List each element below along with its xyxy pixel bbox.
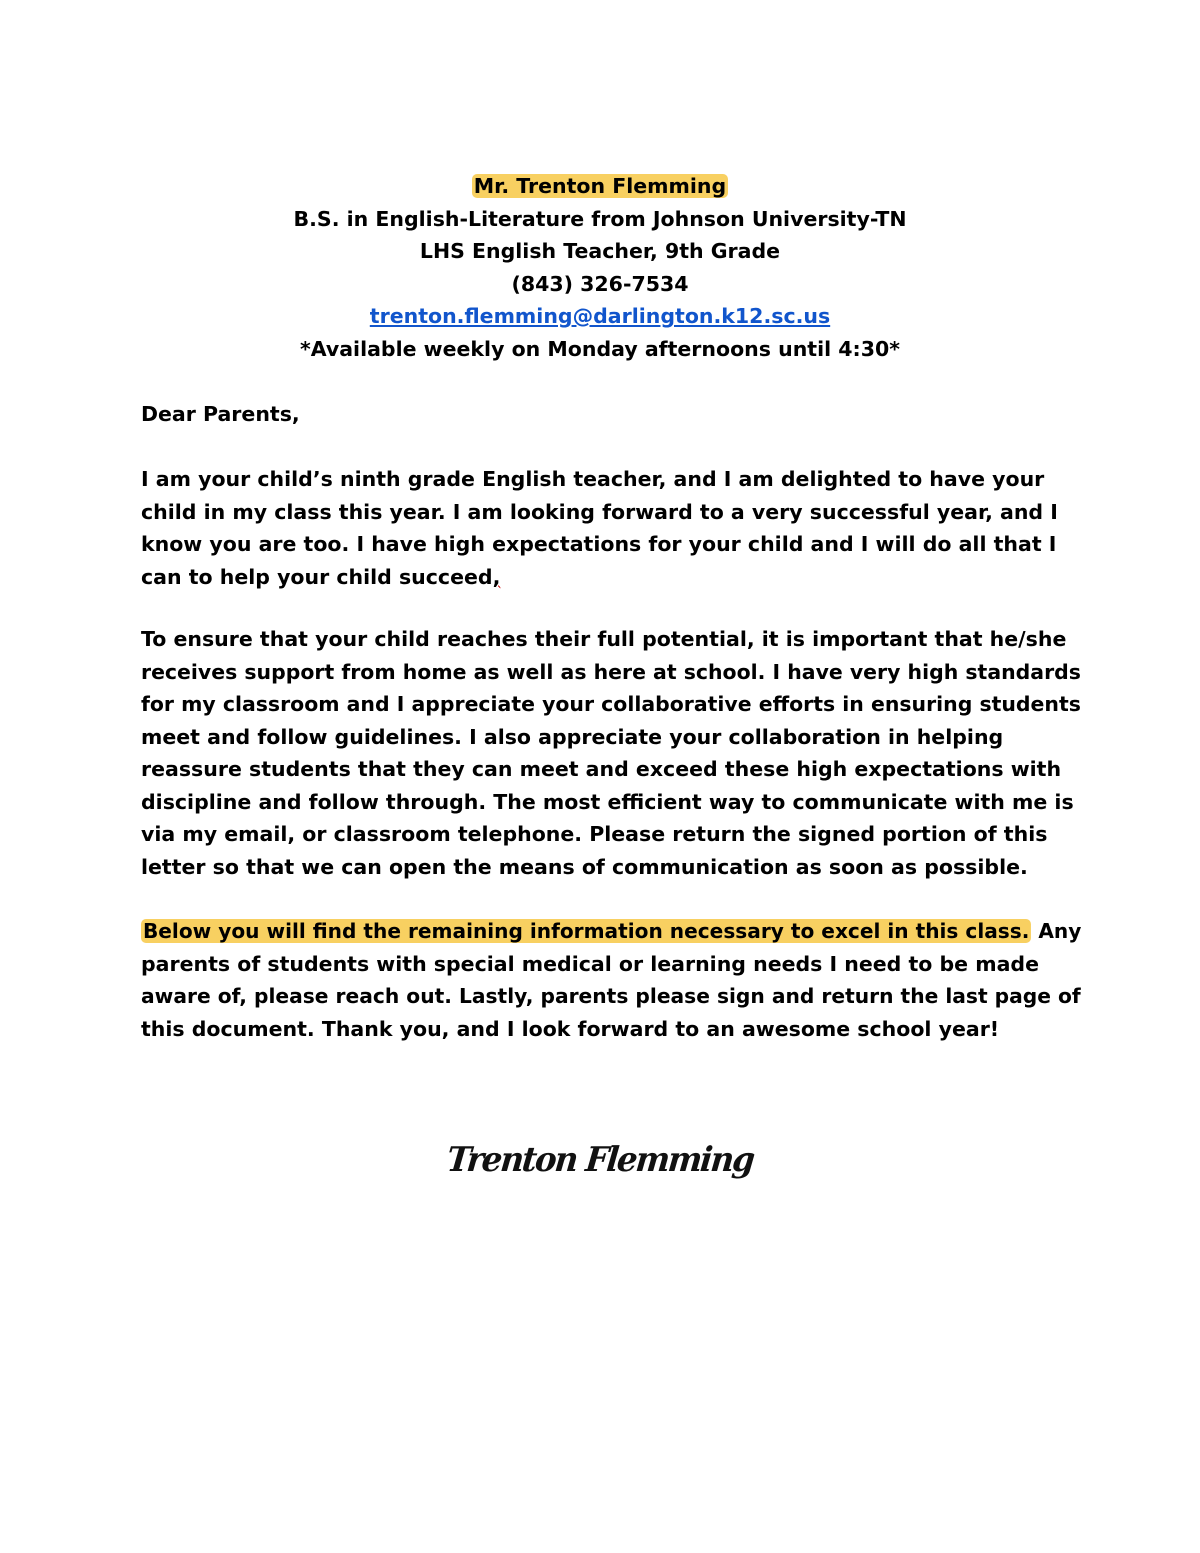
paragraph-line: via my email, or classroom telephone. Please return the signed portion of this [141,822,1048,846]
paragraph-line: meet and follow guidelines. I also appreciate your collaboration in helping [141,724,1004,749]
paragraph-line: know you are too. I have high expectations for your child and I will do all that I [141,532,1057,556]
paragraph-support [141,623,1081,883]
paragraph-line: receives support from home as well as here at school. I have very high standards [141,659,1081,684]
paragraph-line-text: can to help your child succeed [141,564,493,589]
teacher-degree: B.S. in English-Literature from Johnson University-TN [293,206,907,231]
teacher-email-link[interactable]: trenton.flemming@darlington.k12.sc.us [369,304,831,328]
paragraph-line: for my classroom and I appreciate your collaborative efforts in ensuring students [141,692,1081,716]
paragraph-line: reassure students that they can meet and exceed these high expectations with [141,757,1062,781]
teacher-email-line [0,300,1200,333]
paragraph-line-rest: Any [1031,919,1082,943]
teacher-position: LHS English Teacher, 9th Grade [419,239,781,263]
paragraph-line: letter so that we can open the means of communication as soon as possible. [141,854,1028,879]
spellcheck-comma: , [492,564,501,589]
highlighted-sentence: Below you will find the remaining information necessary to excel in this class. [142,919,1030,943]
teacher-name: Mr. Trenton Flemming [473,174,727,198]
paragraph-line: child in my class this year. I am looking forward to a very successful year, and I [141,499,1058,524]
teacher-signature: Trenton Flemming [445,1140,755,1180]
paragraph-intro [141,463,1081,593]
paragraph-line: this document. Thank you, and I look forward to an awesome school year! [141,1016,1000,1041]
teacher-name-line [0,170,1200,203]
availability-note: *Available weekly on Monday afternoons until 4:30* [299,336,900,361]
salutation-text: Dear Parents, [141,402,300,426]
teacher-phone: (843) 326-7534 [511,271,689,296]
paragraph-line [141,915,1082,948]
paragraph-line: I am your child’s ninth grade English teacher, and I am delighted to have your [141,467,1045,491]
paragraph-line [141,561,1081,594]
paragraph-line: discipline and follow through. The most efficient way to communicate with me is [141,789,1074,814]
paragraph-line: parents of students with special medical or learning needs I need to be made [141,951,1039,976]
letter-header [0,170,1200,365]
paragraph-line: aware of, please reach out. Lastly, parents please sign and return the last page of [141,984,1081,1008]
paragraph-closing [141,915,1081,1045]
paragraph-line: To ensure that your child reaches their full potential, it is important that he/she [141,627,1067,651]
salutation [141,398,1081,431]
